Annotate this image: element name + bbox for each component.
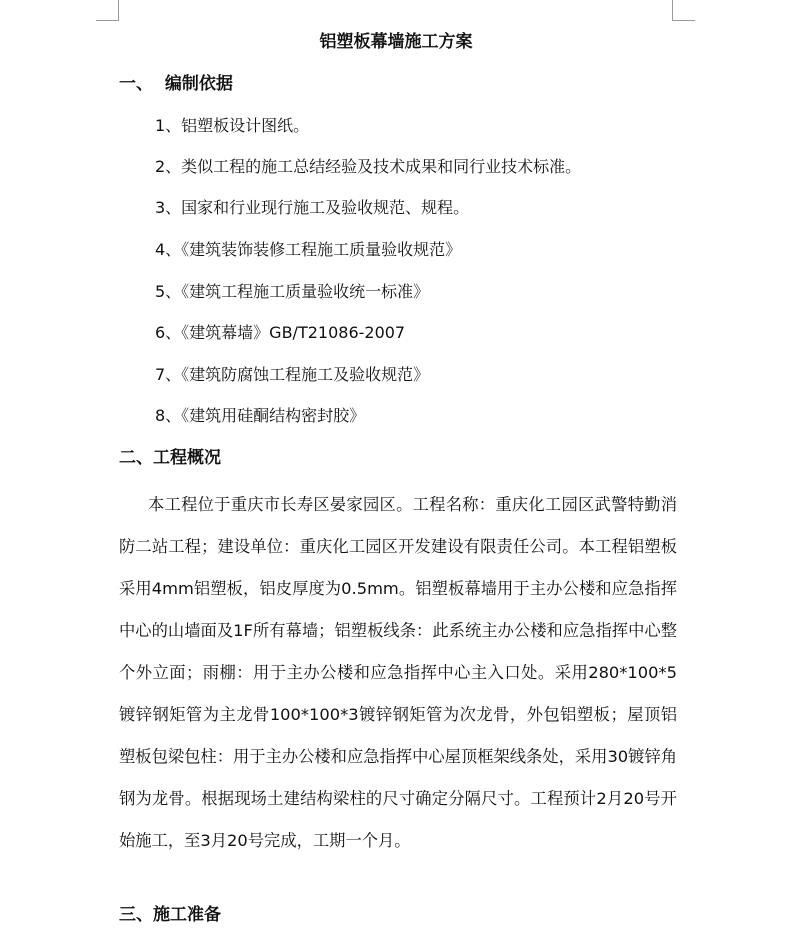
section-heading-preparation: 三、施工准备 xyxy=(119,905,221,925)
list-item: 5、《建筑工程施工质量验收统一标准》 xyxy=(155,282,430,301)
list-item: 8、《建筑用硅酮结构密封胶》 xyxy=(155,406,366,425)
list-item: 7、《建筑防腐蚀工程施工及验收规范》 xyxy=(155,365,430,384)
overview-paragraph: 本工程位于重庆市长寿区晏家园区。工程名称：重庆化工园区武警特勤消防二站工程；建设单位：重庆化工园区开发建设有限责任公司。本工程铝塑板采用4mm铝塑板，铝皮厚度为0.5mm。铝塑板幕墙用于主办公楼和应急指挥中心的山墙面及1F所有幕墙；铝塑板线条：此系统主办公楼和应急指挥中心整个外立面；雨棚：用于主办公楼和应急指挥中心主入口处。采用280*100*5镀锌钢矩管为主龙骨100*100*3镀锌钢矩管为次龙骨，外包铝塑板；屋顶铝塑板包梁包柱：用于主办公楼和应急指挥中心屋顶框架线条处，采用30镀锌角钢为龙骨。根据现场土建结构梁柱的尺寸确定分隔尺寸。工程预计2月20号开始施工，至3月20号完成，工期一个月。 xyxy=(119,495,678,850)
list-item: 3、国家和行业现行施工及验收规范、规程。 xyxy=(155,198,470,217)
section-heading-overview: 二、工程概况 xyxy=(119,448,221,468)
section-heading-basis: 一、 编制依据 xyxy=(119,74,233,94)
crop-mark-top-right-vertical xyxy=(672,0,673,20)
list-item: 1、铝塑板设计图纸。 xyxy=(155,116,310,135)
document-title: 铝塑板幕墙施工方案 xyxy=(319,32,473,52)
crop-mark-top-left-horizontal xyxy=(96,20,119,21)
list-item: 4、《建筑装饰装修工程施工质量验收规范》 xyxy=(155,240,462,259)
list-item: 2、类似工程的施工总结经验及技术成果和同行业技术标准。 xyxy=(155,157,582,176)
crop-mark-top-right-horizontal xyxy=(672,20,695,21)
list-item: 6、《建筑幕墙》GB/T21086-2007 xyxy=(155,323,406,342)
crop-mark-top-left-vertical xyxy=(118,0,119,20)
